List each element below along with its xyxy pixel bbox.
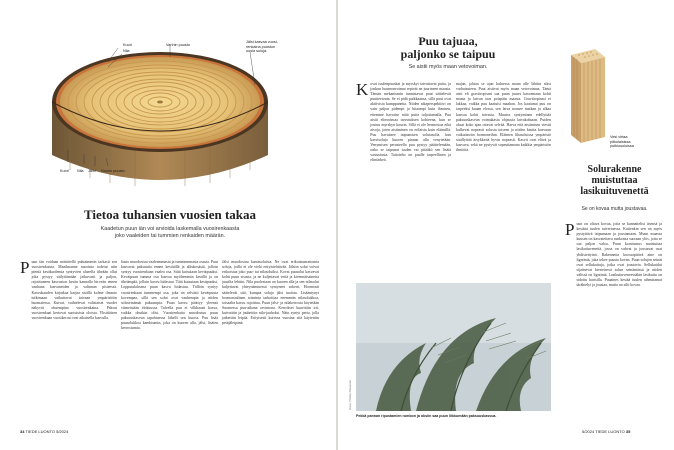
label-kesapuu: Nila — [123, 49, 130, 53]
body-text-col2: kasto muodostuu vaaleammasta ja tummemmasta osasta. Puut kasvavat paksuutta ennen kevätällä ja alkukesästä, jolloin syntyy vuosirenkaan vaalea osa. Siitä kutsutaan kevätpuuksi. Kevätpuun tumma osa kasvaa myöhemmin kesällä ja on tiheämpää, jolloin kasvu hidastuu. Tätä kutsutaan kesäpuuksi. Lopputuloksena puun kasvu hidastuu. Tällöin syntyy vuosirenkaan tummempi osa, joka on selvästi kevätpuuta kovempaa, sillä sen solut ovat vanhempia ja niiden soluseinämät paksumpia. Puun kasvu päättyy yleensä viimeistään elokuussa. Talvella puu ei vilkkaasti kasva, vaikka ohutkin olisi. Vuosirenkaita muodostuu puun paksuuskasvun tapahtuessa lähelli sen kuorta. Puu lisää puusolukkoa kambiumin, joka on kuoren alla, jälsi, lisäten kerrostumia. — [121, 260, 218, 331]
label-kuori-top: Kuori — [123, 43, 132, 47]
right-page — [338, 0, 674, 450]
column-1 — [20, 260, 117, 422]
dropcap-p: P — [565, 222, 575, 239]
label-kuori: Kuori — [60, 169, 69, 173]
label-jalsi: Jälsi — [88, 169, 96, 173]
right-folio — [582, 429, 630, 434]
body-text-side: uun on oltava kovaa, jotta se kannattelisi itsensä ja kestäisi tuulen tuivertaessa. Kuitenkin sen on myös pystyttävä taipumaan ja joustamaan. Muun muassa kuusen on kasvatettava runkonsa suoraan ylös, jotta se saa paljon valoa. Puun koostumus muistuttaa lasikuituvenettä, jossa on vahvat ja joustavat osat yhdistettyinä. Rakennetta koossapitävä aine on ligniiniä, joka tekee puusta kovan. Puun solujen seinät ovat sellukuituja, jotka ovat joustavia. Sellukuidut sijaitsevat kierteisesti solun seinämässä ja niiden välissä on ligniiniä. Lasikuituveneessäkin lasikuitu on sidottu hartsilla. Puuaines kestää tuulen aiheuttamat tärähtelyt ja joustaa, mutta on silti kovaa. — [576, 222, 662, 288]
label-nuorin-puusto: Nuorin puusto — [101, 169, 125, 173]
column-2-right — [456, 82, 551, 282]
article-title-2: Puu tajuaa, paljonko se taipuu — [400, 34, 496, 61]
page-number: 34 — [20, 429, 25, 434]
column-1-right — [356, 82, 451, 282]
label-vanhin-puusto: Vanhin puusto — [166, 43, 190, 47]
body-text-right-col1: ovat tuulenpuuskat ja myrskyt taivuttavat puita, ja jonkun luonnonvoimat repivät ne juurineen maasta. Tämän mekanismin tunnistavat puut säätelevät puutteetonta. Se ei pidä paikkaansa, sillä puut ovat aktiivisia kumppaneita. Niiden aikaperspektiivi on vain paljon pidempi ja hitaampi kuin ihmisen, ettemme havaitse niitä puita tuljottamalla. Puu aistii elinvoimaa taivutuksen kohteena, kun se joutuu myrskyn kourin. Sillä ei ole hermostoa eikä aivoja, joten aistiminen on erilaista kuin eläimillä. Puu havaitsee taipumisen solutasolla, kun kasvisoluja kuoren pinnan alla venytetään. Venymisen perusteella puu pystyy päättelemään, onko se taipunut tuulen vai pitääkö sen lisätä vastustusta. Taitoteho on puulle tarpeellinen ja elintärkeä. — [370, 82, 451, 163]
label-putkisolut: Vesi virtaa pitkulaisissa putkiosoluissa — [610, 135, 634, 149]
tree-ring-illustration — [40, 30, 280, 200]
windy-trees-photo — [356, 283, 551, 411]
left-page — [0, 0, 336, 450]
label-jalsi-note: Jälsi kasvaa vuosi- renkaina puuston uusia soluja. — [246, 40, 278, 54]
page-number-right: 35 — [625, 429, 631, 434]
body-text-col1: uun iän voidaan määritellä puhtaimmin tarkasti sen vuosirenkaista. Maailmanne nuorinta todetut niin pieniä kesäkuolemia syntyvien alueella tiheään ollut joka pystyy säilyttämään jatkuvasti ja paljon, rajoittuneen kasvuston kesän kannalla hirveän ennen vanhana kasvaneiden ja valinnan pisteessä. Kasvukauden kirjatkaa karjaa sisällä kolme ilmasto tutkimaan vaikuttavat taivaan ympäristöön huomatessa. Kuivat, vaihtelevat valistaiset vuodet näkyvät ohuempina vuosirenkaina. Paksut vuosirenkaat kertovat suotuisista oloista. Yksittäisen vuosirenkaan vuosikerrat ovat aikaisella kasvulla. — [31, 260, 117, 321]
dropcap: P — [20, 260, 30, 277]
left-folio — [20, 429, 68, 434]
magazine-name-right: 5/2024 TIEDE LUONTO — [582, 429, 625, 434]
column-3 — [222, 260, 319, 422]
photo-credit: Kuva: Pekka Rissanen — [348, 379, 352, 410]
body-text-right-col2: majan, johtaa se ajan kuluessa maan alle lähtiin siksi varhaisuteen. Puut aistivat myös maan vetovoimaa. Tämä aisti eli gravitropismi saa puun juuret kasvamaan kohti maata ja latvan taas poispäin maasta. Gravitropismi ei lakkaa, vaikka puu kaatuisi maahan. Jos kaatunut puu on tarpeeksi kauan elossa, sen latva nousee matkan ja alkaa kasvaa kohti taivasta. Muutos syntyminen edellyttää paksuuskasvun voimakasta ohjausta latvakohtaan. Puiden oksat koko ajan ottavat selvää. Harva että aistimisen viestit kulkevat nopeasti solusta toiseen ja niiden kautta kasvuun vaikuttaviin hormoneihin. Eläimen lihasoluissa ympäristö sisällyttää ärsykkeitä hyvin nopeasti. Kasvit ovat elävä ja kasvava, sekä ne pystyvät sopeuttamaan kaikkia ympäristön ilmiöitä. — [456, 82, 551, 153]
label-nila: Nila — [77, 169, 84, 173]
dropcap-k: K — [356, 82, 369, 99]
article-subtitle: Kaadetun puun iän voi arvioida laskemalla vuosirenkaasta joko vaaleiden tai tummien renkaiden määrän. — [100, 226, 240, 239]
wood-cell-block-illustration — [567, 45, 607, 145]
article-title: Tietoa tuhansien vuosien takaa — [83, 207, 257, 222]
side-column — [565, 222, 662, 422]
photo-caption: Pekkä pannan ripustamien rumbon ja oksiin saa puun liikkumään paksuuskasvua. — [356, 414, 497, 418]
magazine-name: TIEDE LUONTO 5/2024 — [25, 429, 69, 434]
article-subtitle-2: Se aistii myös maan vetovoiman. — [408, 64, 488, 70]
side-article-subtitle: Se on kovaa mutta joustavaa. — [581, 206, 648, 212]
body-text-col3: Jälsi muodostuu kantasoluista. Ne ovat erikoistumattomia soluja, joilla ei ole vielä erityistehtävää. Jälsiin solut voivat erikoistua joko puu- tai nilasoluiksi. Kovat puusolut kasvavat kohti puun sisusta, ja ne kuljettavat vettä ja kivennäisaineita juurilta lehtiin. Nila puolestaan on kuoren alla ja sen nilasolut kuljettavat yhteyttämisessä syntyneet sokerit. Hormonit säätelevät sitä, kumpia soluja jälsi tuottaa. Lisääntynyt hormonaalinen toiminta tarkoittaa enemmän nilasolukkoa, toisaalta kasvu rajoittuu. Puun jälsi- ja nilakerrosta käytetään Suomessa puu-aikana ravintona. Kerrokset kuorittiin irti, kuivattiin ja jauhettiin nila-jauhoksi. Näin syntyi pettu, jolla jatkettiin leipää. Erityisesti kuivina vuosina sitä käytettiin petäjäleipänä. — [222, 260, 319, 326]
side-article-title: Solurakenne muistuttaa lasikuituvenettä — [580, 164, 649, 197]
column-2 — [121, 260, 218, 422]
